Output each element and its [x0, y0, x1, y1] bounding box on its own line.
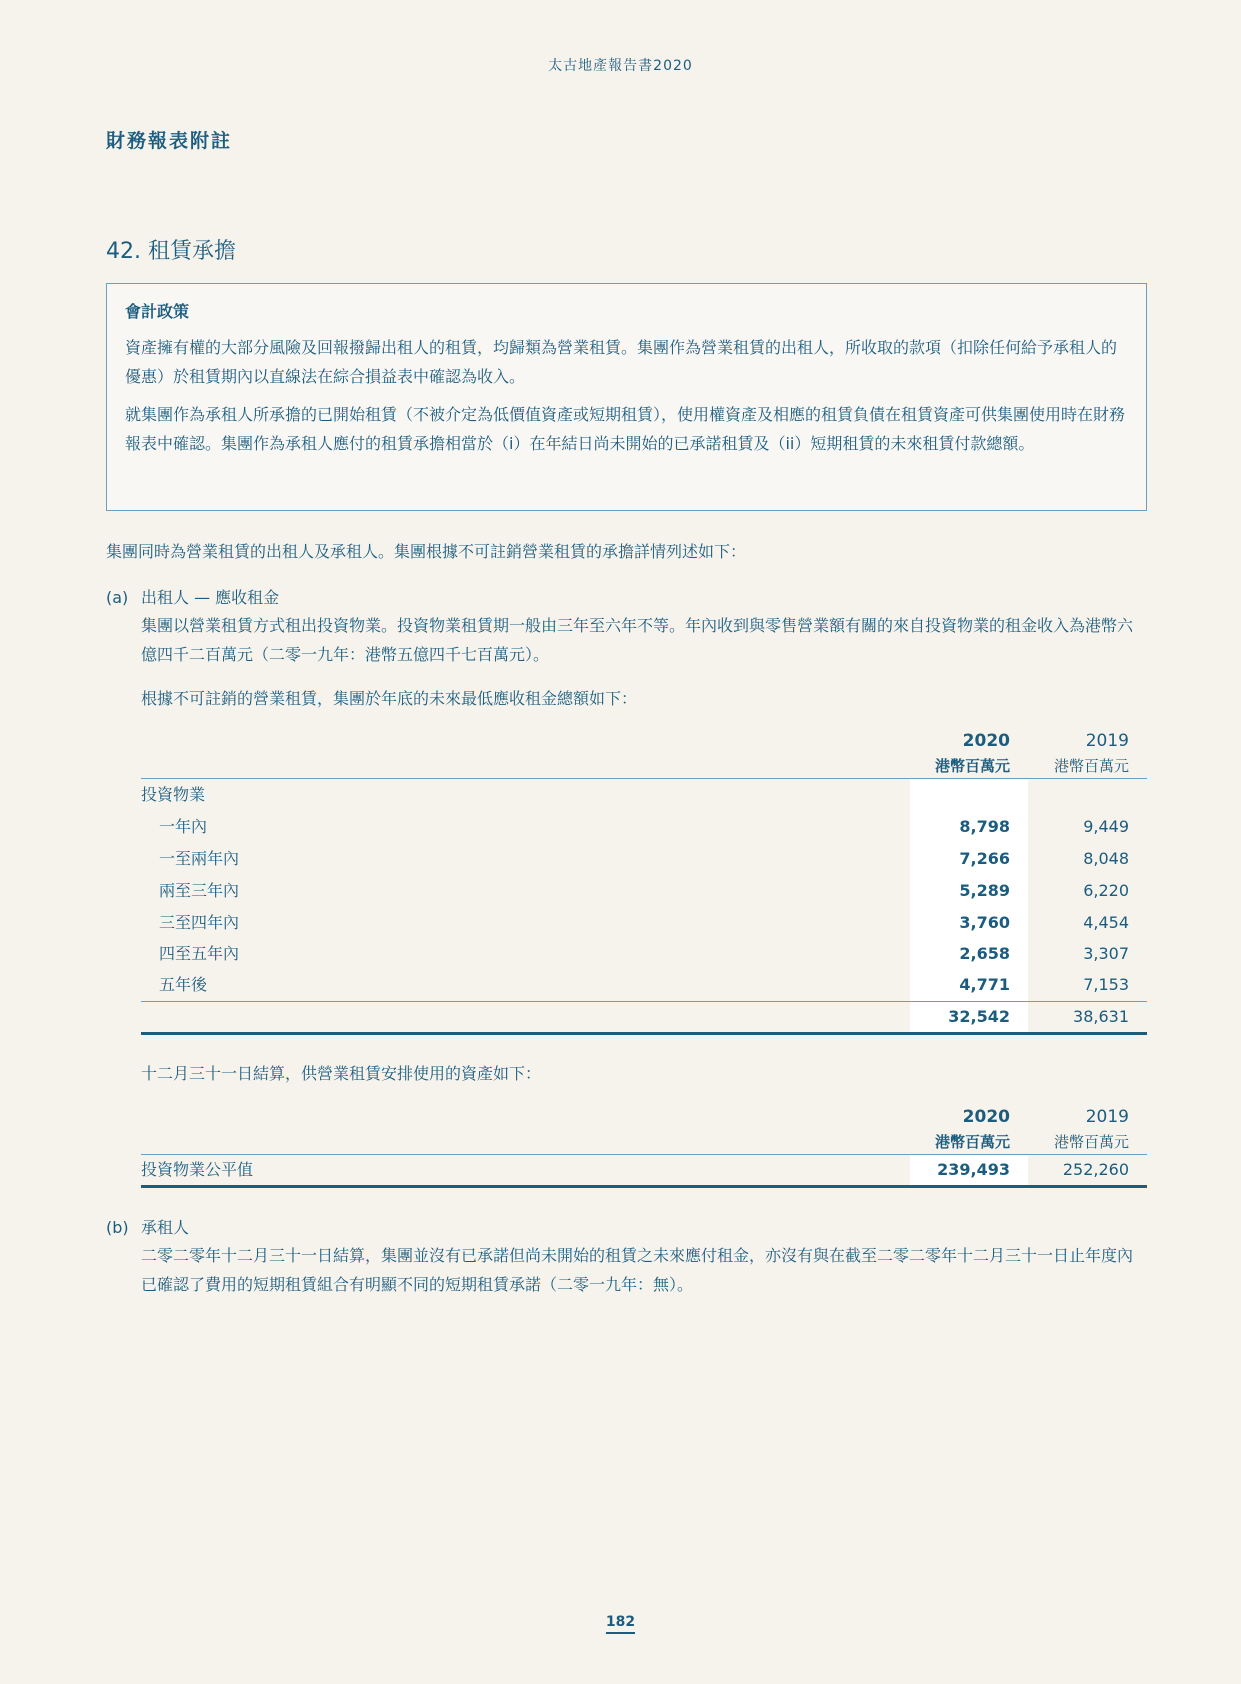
table1-unit-2019: 港幣百萬元: [1053, 757, 1129, 775]
table2-total-rule: [141, 1185, 1147, 1188]
row-label: 五年後: [159, 975, 208, 994]
table2-unit-2020: 港幣百萬元: [934, 1133, 1010, 1151]
intro-paragraph: 集團同時為營業租賃的出租人及承租人。集團根據不可註銷營業租賃的承擔詳情列述如下：: [106, 542, 747, 561]
table1-intro: 根據不可註銷的營業租賃，集團於年底的未來最低應收租金總額如下：: [141, 689, 638, 708]
value-2019: 8,048: [1083, 849, 1129, 868]
section-b-paragraph: 二零二零年十二月三十一日結算，集團並沒有已承諾但尚未開始的租賃之未來應付租金，亦沒有與在截至二零二零年十二月三十一日止年度內已確認了費用的短期租賃組合有明顯不同的短期租賃承諾（二零一九年：無）。: [141, 1246, 1134, 1294]
row-label: 兩至三年內: [159, 881, 240, 900]
section-b-title: 承租人: [141, 1218, 190, 1237]
note-title: 42. 租賃承擔: [106, 239, 236, 264]
table1-subtotal-rule: [141, 1001, 1147, 1002]
value-2019: 6,220: [1083, 881, 1129, 900]
value-2019: 3,307: [1083, 944, 1129, 963]
table1-header-2019: 2019: [1085, 731, 1129, 751]
section-a-mark: (a): [106, 588, 129, 607]
policy-paragraph-2: 就集團作為承租人所承擔的已開始租賃（不被介定為低價值資產或短期租賃），使用權資產及相應的租賃負債在租賃資產可供集團使用時在財務報表中確認。集團作為承租人應付的租賃承擔相當於（i）在年結日尚未開始的已承諾租賃及（ii）短期租賃的未來租賃付款總額。: [125, 405, 1126, 453]
table1-total-rule: [141, 1032, 1147, 1035]
table1-group-label: 投資物業: [141, 785, 206, 804]
table1-header-2020: 2020: [962, 731, 1010, 751]
value-2019: 7,153: [1083, 975, 1129, 994]
value-2020: 8,798: [959, 817, 1010, 836]
row-label: 一至兩年內: [159, 849, 240, 868]
page-number-text: 182: [606, 1614, 635, 1634]
policy-paragraph-1: 資產擁有權的大部分風險及回報撥歸出租人的租賃，均歸類為營業租賃。集團作為營業租賃的出租人，所收取的款項（扣除任何給予承租人的優惠）於租賃期內以直線法在綜合損益表中確認為收入。: [125, 338, 1118, 386]
value-2019: 252,260: [1062, 1160, 1129, 1179]
section-title: 財務報表附註: [106, 130, 233, 152]
row-label: 投資物業公平值: [141, 1160, 254, 1179]
value-2020: 7,266: [959, 849, 1010, 868]
total-2019: 38,631: [1073, 1007, 1129, 1026]
row-label: 一年內: [159, 817, 208, 836]
section-a-paragraph: 集團以營業租賃方式租出投資物業。投資物業租賃期一般由三年至六年不等。年內收到與零售營業額有關的來自投資物業的租金收入為港幣六億四千二百萬元（二零一九年：港幣五億四千七百萬元）。: [141, 616, 1134, 664]
section-b-mark: (b): [106, 1218, 129, 1237]
table2-header-2019: 2019: [1085, 1107, 1129, 1127]
table2-intro: 十二月三十一日結算，供營業租賃安排使用的資產如下：: [141, 1064, 542, 1083]
value-2020: 4,771: [959, 975, 1010, 994]
section-a-title: 出租人 — 應收租金: [141, 588, 280, 607]
page-number: [0, 1614, 1241, 1630]
value-2020: 3,760: [959, 913, 1010, 932]
table2-unit-2019: 港幣百萬元: [1053, 1133, 1129, 1151]
accounting-policy-box: [106, 283, 1147, 511]
report-title: 太古地產報告書2020: [548, 58, 693, 74]
table1-unit-2020: 港幣百萬元: [934, 757, 1010, 775]
value-2020: 5,289: [959, 881, 1010, 900]
table2-header-2020: 2020: [962, 1107, 1010, 1127]
total-2020: 32,542: [948, 1007, 1010, 1026]
value-2019: 4,454: [1083, 913, 1129, 932]
row-label: 三至四年內: [159, 913, 240, 932]
value-2020: 2,658: [959, 944, 1010, 963]
policy-heading: 會計政策: [125, 302, 190, 321]
value-2019: 9,449: [1083, 817, 1129, 836]
value-2020: 239,493: [937, 1160, 1010, 1179]
row-label: 四至五年內: [159, 944, 240, 963]
